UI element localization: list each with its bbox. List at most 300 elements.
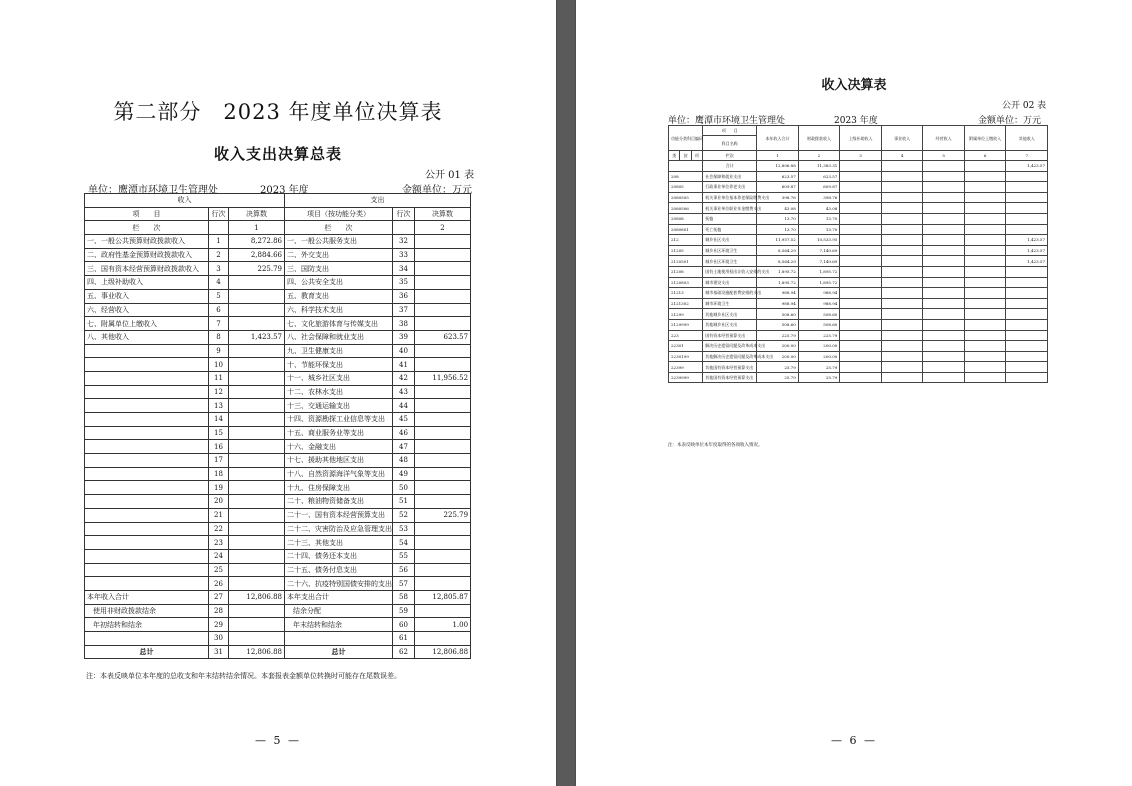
header-item: 项 目 [85,207,209,221]
empty-cell [923,224,965,235]
expense-row-no: 43 [393,385,415,399]
subject-name: 城乡社区支出 [703,235,757,246]
subject-name: 城市基础设施配套费安排的支出 [703,288,757,299]
expense-row-no: 44 [393,399,415,413]
income-row-no: 31 [209,645,229,659]
empty-cell [964,341,1006,352]
table-row [669,330,1048,341]
empty-cell [923,341,965,352]
expense-item: 五、教育支出 [285,289,393,303]
table-row [85,262,471,276]
subject-name: 城乡社区环境卫生 [703,245,757,256]
income-row-no: 26 [209,577,229,591]
expense-amount [415,262,471,276]
income-row-no: 27 [209,590,229,604]
subject-name: 解决历史遗留问题及改革成本支出 [703,341,757,352]
expense-amount: 11,956.52 [415,371,471,385]
expense-item: 八、社会保障和就业支出 [285,330,393,344]
income-item: 使用非财政拨款结余 [85,604,209,618]
header-total: 本年收入合计 [757,126,799,151]
expense-row-no: 61 [393,632,415,646]
empty-cell [840,266,882,277]
table-row [85,317,471,331]
income-amount: 1,423.57 [229,330,285,344]
income-row-no: 29 [209,618,229,632]
income-amount [229,371,285,385]
table-row [669,372,1048,383]
empty-cell [840,330,882,341]
empty-cell [881,235,923,246]
page-6 [576,0,1132,786]
income-amount: 2,884.66 [229,248,285,262]
income-amount [229,495,285,509]
expense-row-no: 33 [393,248,415,262]
empty-cell [881,330,923,341]
total-income: 13.70 [757,224,799,235]
year-label: 2023 年度 [260,185,309,196]
income-row-no: 15 [209,426,229,440]
income-row-no: 24 [209,549,229,563]
expense-amount [415,577,471,591]
subject-name: 社会保障和就业支出 [703,171,757,182]
total-income: 11,957.52 [757,235,799,246]
table-row [669,192,1048,203]
table-row [85,454,471,468]
income-amount [229,289,285,303]
table-row [669,341,1048,352]
expense-item: 三、国防支出 [285,262,393,276]
empty-cell [964,171,1006,182]
other-income [1006,341,1048,352]
income-row-no: 17 [209,454,229,468]
header-row-col-index [85,221,471,235]
empty-cell [964,372,1006,383]
empty-cell [840,341,882,352]
expense-amount [415,385,471,399]
expense-item: 七、文化旅游体育与传媒支出 [285,317,393,331]
subject-name: 死亡抚恤 [703,224,757,235]
empty-cell [923,277,965,288]
fiscal-income: 13.70 [798,224,840,235]
income-amount [229,563,285,577]
income-amount [229,604,285,618]
empty-cell [964,277,1006,288]
empty-cell [923,266,965,277]
header-amount: 决算数 [415,207,471,221]
income-row-no: 23 [209,536,229,550]
expense-row-no: 49 [393,467,415,481]
empty-cell [923,182,965,193]
income-item: 本年收入合计 [85,590,209,604]
subject-code: 20805 [669,182,703,193]
income-item [85,440,209,454]
total-income: 988.94 [757,288,799,299]
income-item: 总计 [85,645,209,659]
expense-row-no: 46 [393,426,415,440]
income-amount [229,385,285,399]
income-amount: 225.79 [229,262,285,276]
table-row [85,604,471,618]
expense-row-no: 58 [393,590,415,604]
total-income: 8,564.29 [757,256,799,267]
income-row-no: 25 [209,563,229,577]
other-income [1006,362,1048,373]
table-row [85,577,471,591]
income-amount [229,413,285,427]
table-row [85,276,471,290]
empty-cell [881,309,923,320]
income-row-no: 10 [209,358,229,372]
subject-code: 21205 [669,245,703,256]
col-index-4: 4 [881,151,923,161]
fiscal-income: 988.94 [798,288,840,299]
empty-cell [840,319,882,330]
empty-cell [840,288,882,299]
col-index-5: 5 [923,151,965,161]
col-index-6: 6 [964,151,1006,161]
other-income [1006,213,1048,224]
col-index-1: 1 [757,151,799,161]
subject-code: 21208 [669,266,703,277]
fiscal-income: 623.57 [798,171,840,182]
subject-name: 抚恤 [703,213,757,224]
header-income: 收入 [85,194,285,208]
table-row [669,351,1048,362]
expense-item: 十六、金融支出 [285,440,393,454]
total-income: 25.79 [757,362,799,373]
page-title: 第二部分 2023 年度单位决算表 [113,100,443,124]
subject-code: 212 [669,235,703,246]
table-row [85,289,471,303]
unit-label: 单位：鹰潭市环境卫生管理处 [88,185,218,196]
unit-label: 单位：鹰潭市环境卫生管理处 [668,116,786,126]
income-item [85,522,209,536]
income-item [85,481,209,495]
total-income: 398.76 [757,192,799,203]
table-note: 注：本表反映单位本年度取得的各项收入情况。 [668,443,763,448]
expense-item: 结余分配 [285,604,393,618]
empty-cell [964,330,1006,341]
expense-row-no: 62 [393,645,415,659]
empty-cell [881,266,923,277]
form-number: 公开 02 表 [1002,101,1047,111]
fiscal-income: 508.60 [798,309,840,320]
expense-amount [415,276,471,290]
col-index-2: 2 [415,221,471,235]
table-row [669,288,1048,299]
empty-cell [840,171,882,182]
expense-item: 十九、住房保障支出 [285,481,393,495]
subject-name: 其他国有资本经营预算支出 [703,362,757,373]
table-row [85,235,471,249]
expense-item: 二十四、债务还本支出 [285,549,393,563]
other-income [1006,203,1048,214]
empty-cell [840,213,882,224]
expense-amount [415,632,471,646]
fiscal-income: 988.94 [798,298,840,309]
expense-row-no: 37 [393,303,415,317]
total-income: 1,895.72 [757,277,799,288]
page-number: — 6 — [831,734,877,747]
expense-row-no: 51 [393,495,415,509]
income-row-no: 4 [209,276,229,290]
subject-code: 21213 [669,288,703,299]
income-amount [229,344,285,358]
header-row-columns [85,207,471,221]
other-income [1006,277,1048,288]
col-index-label: 栏 次 [285,221,393,235]
subject-code: 2239999 [669,372,703,383]
empty-cell [964,309,1006,320]
subject-name: 行政事业单位养老支出 [703,182,757,193]
income-row-no: 16 [209,440,229,454]
income-item [85,385,209,399]
expense-row-no: 36 [393,289,415,303]
form-number: 公开 01 表 [425,170,475,181]
empty-cell [881,341,923,352]
table-row [85,645,471,659]
expense-row-no: 56 [393,563,415,577]
subject-code: 2230199 [669,351,703,362]
fiscal-income: 10,533.95 [798,235,840,246]
subject-name: 其他城乡社区支出 [703,309,757,320]
empty-cell [964,362,1006,373]
expense-row-no: 35 [393,276,415,290]
col-index-label: 栏 次 [85,221,209,235]
income-amount [229,303,285,317]
income-item [85,563,209,577]
income-amount [229,317,285,331]
fiscal-income: 25.79 [798,372,840,383]
empty-cell [923,372,965,383]
income-row-no: 1 [209,235,229,249]
expense-row-no: 48 [393,454,415,468]
expense-row-no: 38 [393,317,415,331]
table-row [85,371,471,385]
expense-amount [415,481,471,495]
subject-name: 机关事业单位基本养老保险缴费支出 [703,192,757,203]
expense-amount: 12,805.87 [415,590,471,604]
subject-code: 2120803 [669,277,703,288]
amount-unit-label: 金额单位：万元 [978,116,1042,126]
empty-cell [881,192,923,203]
income-item: 六、经营收入 [85,303,209,317]
table-row [85,426,471,440]
income-row-no: 13 [209,399,229,413]
col-index-label: 栏次 [703,151,757,161]
income-row-no: 7 [209,317,229,331]
subject-name: 国有土地使用权出让收入安排的支出 [703,266,757,277]
fiscal-income: 25.79 [798,362,840,373]
income-row-no: 21 [209,508,229,522]
expense-item: 十五、商业服务业等支出 [285,426,393,440]
income-row-no: 5 [209,289,229,303]
empty-cell [840,192,882,203]
empty-cell [964,319,1006,330]
expense-row-no: 39 [393,330,415,344]
income-item: 三、国有资本经营预算财政拨款收入 [85,262,209,276]
expense-row-no: 55 [393,549,415,563]
header-item: 项 目 [703,126,757,136]
table-row [85,344,471,358]
table-row [85,303,471,317]
col-index-2: 2 [798,151,840,161]
table-row [669,319,1048,330]
subject-code: 2121302 [669,298,703,309]
income-item [85,413,209,427]
empty-cell [840,224,882,235]
empty-cell [923,319,965,330]
table-row [669,245,1048,256]
expense-row-no: 57 [393,577,415,591]
expense-item: 十八、自然资源海洋气象等支出 [285,467,393,481]
empty-cell [923,256,965,267]
expense-row-no: 40 [393,344,415,358]
expense-item: 十四、资源勘探工业信息等支出 [285,413,393,427]
sum-fiscal: 11,383.31 [798,161,840,172]
expense-item: 二十三、其他支出 [285,536,393,550]
total-income: 609.87 [757,182,799,193]
empty-cell [964,235,1006,246]
page-number: — 5 — [255,734,301,747]
income-item [85,632,209,646]
table-row [669,362,1048,373]
empty-cell [881,288,923,299]
empty-cell [923,213,965,224]
header-item-func: 项目（按功能分类） [285,207,393,221]
empty-cell [840,362,882,373]
empty-cell [881,362,923,373]
table-row [669,235,1048,246]
empty-cell [840,372,882,383]
income-amount [229,426,285,440]
table-title: 收入支出决算总表 [213,145,342,163]
page-5 [0,0,556,786]
income-item [85,399,209,413]
total-income: 13.70 [757,213,799,224]
expense-item: 二十、粮油物资储备支出 [285,495,393,509]
subject-name: 其他解决历史遗留问题及改革成本支出 [703,351,757,362]
expense-row-no: 59 [393,604,415,618]
expense-item: 一、一般公共服务支出 [285,235,393,249]
table-row [85,385,471,399]
expense-item: 十三、交通运输支出 [285,399,393,413]
table-row [85,508,471,522]
expense-amount [415,467,471,481]
expense-item: 年末结转和结余 [285,618,393,632]
header-affiliated: 附属单位上缴收入 [964,126,1006,151]
income-amount [229,522,285,536]
table-row [85,413,471,427]
income-row-no: 12 [209,385,229,399]
income-amount [229,481,285,495]
empty-cell [923,330,965,341]
header-row-no: 行次 [209,207,229,221]
empty-cell [923,362,965,373]
expense-item: 十、节能环保支出 [285,358,393,372]
income-item: 七、附属单位上缴收入 [85,317,209,331]
table-row [669,213,1048,224]
expense-item: 四、公共安全支出 [285,276,393,290]
empty-cell [964,245,1006,256]
subject-name: 机关事业单位职业年金缴费支出 [703,203,757,214]
other-income [1006,330,1048,341]
expense-amount [415,440,471,454]
income-amount [229,508,285,522]
expense-row-no: 42 [393,371,415,385]
expense-amount [415,522,471,536]
fiscal-income: 398.76 [798,192,840,203]
table-row [669,298,1048,309]
subject-code: 2120501 [669,256,703,267]
subject-code: 223 [669,330,703,341]
table-row [85,358,471,372]
other-income [1006,182,1048,193]
expense-amount [415,426,471,440]
header-amount: 决算数 [229,207,285,221]
expense-item: 十一、城乡社区支出 [285,371,393,385]
expense-item: 本年支出合计 [285,590,393,604]
income-row-no: 22 [209,522,229,536]
expense-row-no: 45 [393,413,415,427]
expense-amount [415,495,471,509]
empty-cell [964,266,1006,277]
table-row [85,632,471,646]
empty-cell [840,203,882,214]
table-row [669,277,1048,288]
income-item [85,358,209,372]
table-row [85,563,471,577]
income-item [85,508,209,522]
empty-cell [840,351,882,362]
expense-row-no: 34 [393,262,415,276]
expense-item: 二十六、抗疫特别国债安排的支出 [285,577,393,591]
header-row-no: 行次 [393,207,415,221]
empty-cell [923,192,965,203]
header-entry: 项 [691,151,702,161]
empty-cell [881,277,923,288]
table-row [85,618,471,632]
empty-cell [840,277,882,288]
table-note: 注：本表反映单位本年度的总收支和年末结转结余情况。本套报表金额单位转换时可能存在尾数误差。 [86,672,401,680]
empty-cell [923,203,965,214]
table-row [85,440,471,454]
subject-code: 20808 [669,213,703,224]
table-row [669,224,1048,235]
expense-item: 十二、农林水支出 [285,385,393,399]
empty-cell [840,309,882,320]
expense-item: 六、科学技术支出 [285,303,393,317]
expense-amount: 225.79 [415,508,471,522]
fiscal-income: 225.79 [798,330,840,341]
expense-amount: 12,806.88 [415,645,471,659]
table-row [669,309,1048,320]
expense-item: 二十二、灾害防治及应急管理支出 [285,522,393,536]
table-row [85,481,471,495]
other-income: 1,423.57 [1006,235,1048,246]
income-row-no: 6 [209,303,229,317]
expense-amount [415,563,471,577]
header-section: 款 [680,151,691,161]
expense-amount: 1.00 [415,618,471,632]
income-amount: 12,806.88 [229,590,285,604]
expense-amount [415,604,471,618]
income-item [85,454,209,468]
income-item [85,536,209,550]
income-amount [229,618,285,632]
subject-name: 城市环境卫生 [703,298,757,309]
other-income [1006,171,1048,182]
